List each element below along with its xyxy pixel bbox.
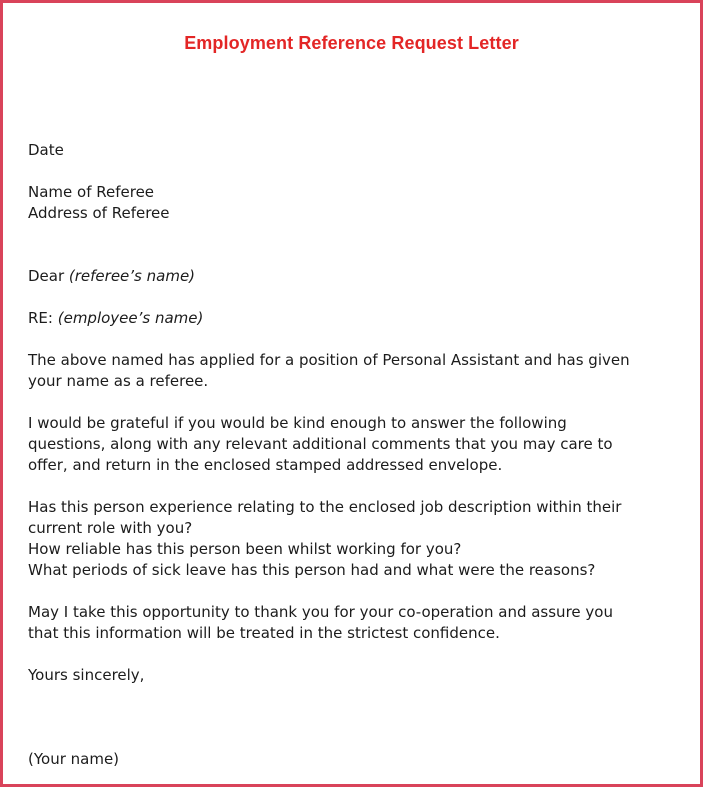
question-1-line-1: Has this person experience relating to the enclosed job description within their: [28, 498, 622, 516]
paragraph-3-line-2: that this information will be treated in the strictest confidence.: [28, 624, 500, 642]
question-1-line-2: current role with you?: [28, 519, 193, 537]
paragraph-3-line-1: May I take this opportunity to thank you for your co-operation and assure you: [28, 603, 613, 621]
paragraph-2-line-2: questions, along with any relevant additional comments that you may care to: [28, 435, 613, 453]
questions-block: [28, 497, 678, 581]
paragraph-3: [28, 602, 678, 644]
referee-block: [28, 182, 678, 224]
letter-title: Employment Reference Request Letter: [184, 33, 519, 53]
paragraph-1-line-1: The above named has applied for a position of Personal Assistant and has given: [28, 351, 630, 369]
question-3: What periods of sick leave has this person had and what were the reasons?: [28, 561, 596, 579]
paragraph-2-line-1: I would be grateful if you would be kind enough to answer the following: [28, 414, 567, 432]
closing: Yours sincerely,: [28, 666, 145, 684]
re-prefix: RE:: [28, 309, 58, 327]
paragraph-2-line-3: offer, and return in the enclosed stamped addressed envelope.: [28, 456, 503, 474]
paragraph-1-line-2: your name as a referee.: [28, 372, 209, 390]
date-line: Date: [28, 141, 64, 159]
paragraph-1: [28, 350, 678, 392]
re-placeholder: (employee’s name): [57, 309, 204, 327]
salutation: [28, 266, 678, 287]
referee-address: Address of Referee: [28, 204, 170, 222]
signature: (Your name): [28, 750, 120, 768]
referee-name: Name of Referee: [28, 183, 155, 201]
question-2: How reliable has this person been whilst working for you?: [28, 540, 462, 558]
salutation-prefix: Dear: [28, 267, 69, 285]
letter-body: [28, 140, 678, 770]
salutation-placeholder: (referee’s name): [68, 267, 196, 285]
paragraph-2: [28, 413, 678, 476]
re-line: [28, 308, 678, 329]
